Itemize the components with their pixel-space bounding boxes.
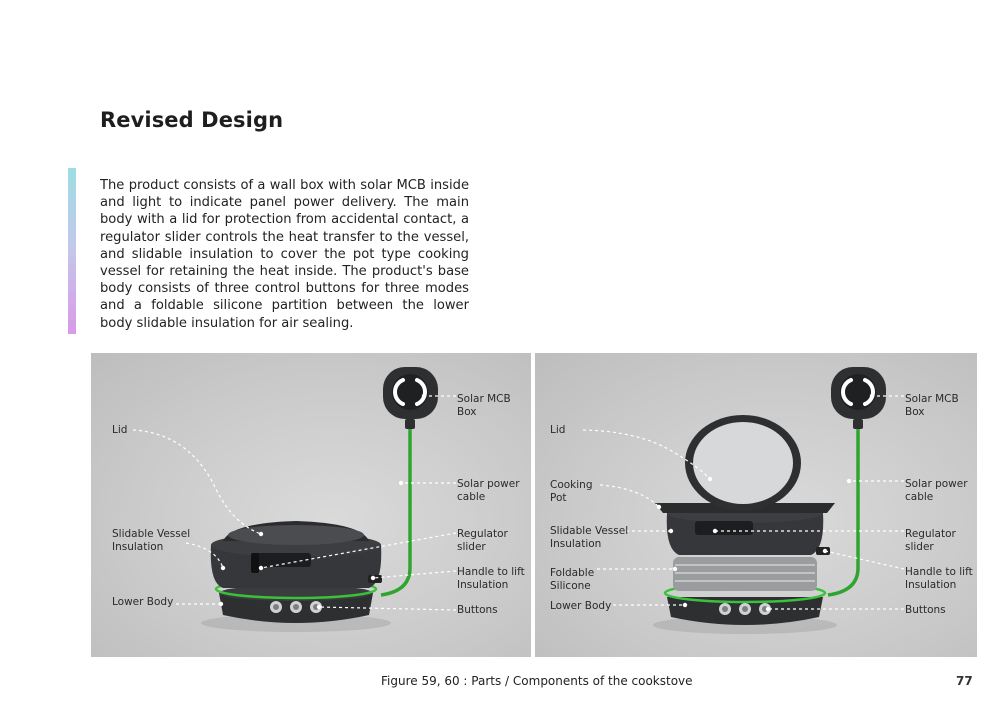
label-solar-power-cable: Solar power cable	[905, 478, 968, 503]
label-lower-body: Lower Body	[550, 600, 612, 612]
figure-caption: Figure 59, 60 : Parts / Components of the cookstove	[381, 674, 693, 688]
label-lid: Lid	[550, 424, 566, 436]
label-handle: Handle to lift Insulation	[905, 566, 973, 591]
accent-bar	[68, 168, 76, 334]
label-slidable-insulation: Slidable Vessel Insulation	[112, 528, 191, 553]
label-cooking-pot: Cooking Pot	[550, 479, 593, 504]
label-buttons: Buttons	[457, 604, 498, 616]
label-regulator-slider: Regulator slider	[457, 528, 508, 553]
label-regulator-slider: Regulator slider	[905, 528, 956, 553]
label-foldable-silicone: Foldable Silicone	[550, 567, 595, 592]
figure-cookstove-closed	[91, 353, 531, 657]
page-number: 77	[956, 674, 973, 688]
label-lid: Lid	[112, 424, 128, 436]
page-title: Revised Design	[100, 108, 284, 132]
label-handle: Handle to lift Insulation	[457, 566, 525, 591]
label-lower-body: Lower Body	[112, 596, 174, 608]
label-solar-power-cable: Solar power cable	[457, 478, 520, 503]
body-paragraph: The product consists of a wall box with solar MCB inside and light to indicate panel power delivery. The main body with a lid for protection from accidental contact, a regulator slider controls the heat transfer to the vessel, and slidable insulation to cover the pot type cooking vessel for retaining the heat inside. The product's base body consists of three control buttons for three modes and a foldable silicone partition between the lower body slidable insulation for air sealing.	[100, 178, 469, 331]
cookstove-open-illustration	[535, 353, 977, 657]
label-buttons: Buttons	[905, 604, 946, 616]
label-slidable-insulation: Slidable Vessel Insulation	[550, 525, 629, 550]
label-solar-mcb-box: Solar MCB Box	[457, 393, 511, 418]
figure-cookstove-open	[535, 353, 977, 657]
cookstove-closed-illustration	[91, 353, 531, 657]
label-solar-mcb-box: Solar MCB Box	[905, 393, 959, 418]
